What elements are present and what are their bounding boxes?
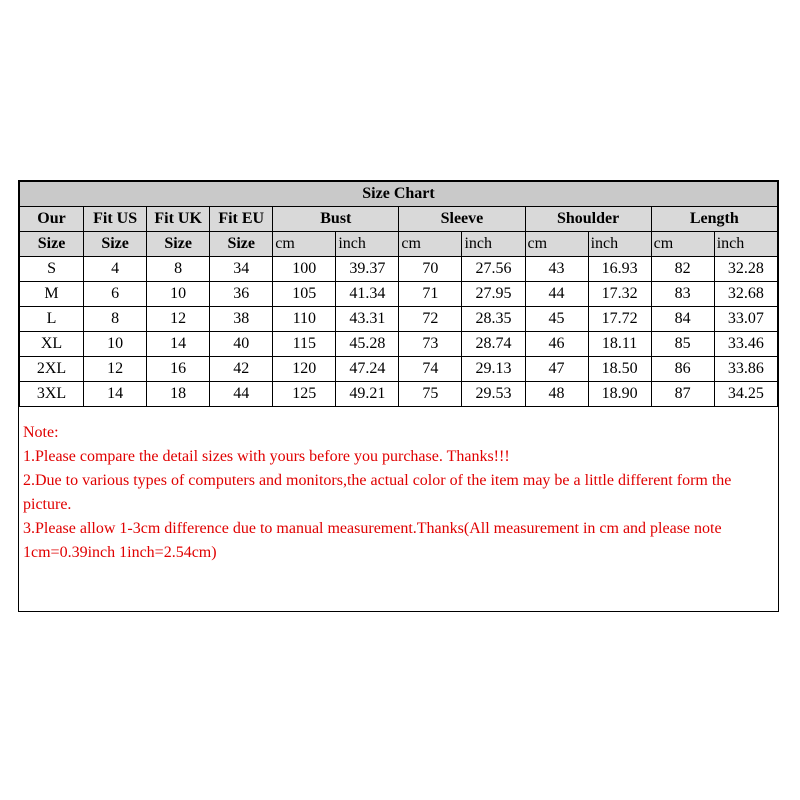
- table-cell: 105: [273, 282, 336, 307]
- table-cell: 8: [147, 257, 210, 282]
- table-cell: 10: [84, 332, 147, 357]
- table-cell: 33.86: [714, 357, 777, 382]
- table-cell: 73: [399, 332, 462, 357]
- table-cell: 72: [399, 307, 462, 332]
- table-cell: 3XL: [20, 382, 84, 407]
- table-cell: 45: [525, 307, 588, 332]
- table-cell: 36: [210, 282, 273, 307]
- table-cell: 110: [273, 307, 336, 332]
- header-fit-uk-bottom: Size: [147, 232, 210, 257]
- table-cell: S: [20, 257, 84, 282]
- table-cell: XL: [20, 332, 84, 357]
- table-cell: 87: [651, 382, 714, 407]
- table-cell: 16: [147, 357, 210, 382]
- table-cell: 115: [273, 332, 336, 357]
- table-cell: 6: [84, 282, 147, 307]
- table-cell: 47.24: [336, 357, 399, 382]
- chart-title: Size Chart: [20, 182, 778, 207]
- table-cell: 32.28: [714, 257, 777, 282]
- table-cell: 46: [525, 332, 588, 357]
- table-row: [20, 357, 778, 382]
- table-cell: 18: [147, 382, 210, 407]
- table-cell: 8: [84, 307, 147, 332]
- table-cell: M: [20, 282, 84, 307]
- table-cell: 85: [651, 332, 714, 357]
- table-cell: 39.37: [336, 257, 399, 282]
- table-cell: 28.74: [462, 332, 525, 357]
- header-our-size-top: Our: [20, 207, 84, 232]
- header-fit-eu-bottom: Size: [210, 232, 273, 257]
- size-chart-table: [19, 181, 778, 407]
- table-cell: 17.72: [588, 307, 651, 332]
- table-cell: 43.31: [336, 307, 399, 332]
- table-cell: 83: [651, 282, 714, 307]
- unit-bust-inch: inch: [336, 232, 399, 257]
- table-cell: 29.13: [462, 357, 525, 382]
- table-cell: 82: [651, 257, 714, 282]
- header-fit-us-bottom: Size: [84, 232, 147, 257]
- table-cell: 12: [147, 307, 210, 332]
- table-cell: 70: [399, 257, 462, 282]
- table-cell: 17.32: [588, 282, 651, 307]
- table-cell: 45.28: [336, 332, 399, 357]
- header-bust: Bust: [273, 207, 399, 232]
- note-heading: Note:: [23, 424, 59, 441]
- table-cell: 84: [651, 307, 714, 332]
- note-item-1: 1.Please compare the detail sizes with yours before you purchase. Thanks!!!: [23, 448, 510, 465]
- header-fit-uk-top: Fit UK: [147, 207, 210, 232]
- table-cell: 33.07: [714, 307, 777, 332]
- table-cell: 125: [273, 382, 336, 407]
- table-cell: 34.25: [714, 382, 777, 407]
- table-cell: 47: [525, 357, 588, 382]
- table-cell: 14: [84, 382, 147, 407]
- unit-length-inch: inch: [714, 232, 777, 257]
- table-cell: 100: [273, 257, 336, 282]
- table-cell: 27.56: [462, 257, 525, 282]
- table-cell: 42: [210, 357, 273, 382]
- table-cell: 40: [210, 332, 273, 357]
- size-chart-sheet: [18, 180, 779, 612]
- unit-length-cm: cm: [651, 232, 714, 257]
- table-cell: 86: [651, 357, 714, 382]
- unit-shoulder-cm: cm: [525, 232, 588, 257]
- table-row: [20, 282, 778, 307]
- unit-sleeve-inch: inch: [462, 232, 525, 257]
- table-cell: 49.21: [336, 382, 399, 407]
- table-row: [20, 257, 778, 282]
- table-cell: 14: [147, 332, 210, 357]
- table-cell: 10: [147, 282, 210, 307]
- table-cell: 75: [399, 382, 462, 407]
- table-cell: 41.34: [336, 282, 399, 307]
- table-row: [20, 307, 778, 332]
- unit-sleeve-cm: cm: [399, 232, 462, 257]
- table-cell: 16.93: [588, 257, 651, 282]
- table-cell: 34: [210, 257, 273, 282]
- table-cell: 32.68: [714, 282, 777, 307]
- table-cell: 29.53: [462, 382, 525, 407]
- header-length: Length: [651, 207, 777, 232]
- table-cell: 2XL: [20, 357, 84, 382]
- table-cell: 18.90: [588, 382, 651, 407]
- note-item-3: 3.Please allow 1-3cm difference due to manual measurement.Thanks(All measurement in cm and please note 1cm=0.39inch 1inch=2.54cm): [23, 520, 722, 561]
- table-cell: 44: [210, 382, 273, 407]
- table-cell: 18.50: [588, 357, 651, 382]
- table-cell: 44: [525, 282, 588, 307]
- table-cell: 28.35: [462, 307, 525, 332]
- table-cell: 27.95: [462, 282, 525, 307]
- table-cell: 18.11: [588, 332, 651, 357]
- table-cell: L: [20, 307, 84, 332]
- table-cell: 38: [210, 307, 273, 332]
- header-our-size-bottom: Size: [20, 232, 84, 257]
- table-cell: 4: [84, 257, 147, 282]
- table-cell: 74: [399, 357, 462, 382]
- header-fit-eu-top: Fit EU: [210, 207, 273, 232]
- header-sleeve: Sleeve: [399, 207, 525, 232]
- unit-bust-cm: cm: [273, 232, 336, 257]
- table-cell: 43: [525, 257, 588, 282]
- table-cell: 71: [399, 282, 462, 307]
- header-shoulder: Shoulder: [525, 207, 651, 232]
- table-cell: 48: [525, 382, 588, 407]
- note-item-2: 2.Due to various types of computers and monitors,the actual color of the item may be a little different form the picture.: [23, 472, 732, 513]
- table-cell: 33.46: [714, 332, 777, 357]
- table-row: [20, 382, 778, 407]
- unit-shoulder-inch: inch: [588, 232, 651, 257]
- table-cell: 120: [273, 357, 336, 382]
- header-fit-us-top: Fit US: [84, 207, 147, 232]
- notes-block: [19, 407, 778, 565]
- table-row: [20, 332, 778, 357]
- table-cell: 12: [84, 357, 147, 382]
- size-rows: [20, 257, 778, 407]
